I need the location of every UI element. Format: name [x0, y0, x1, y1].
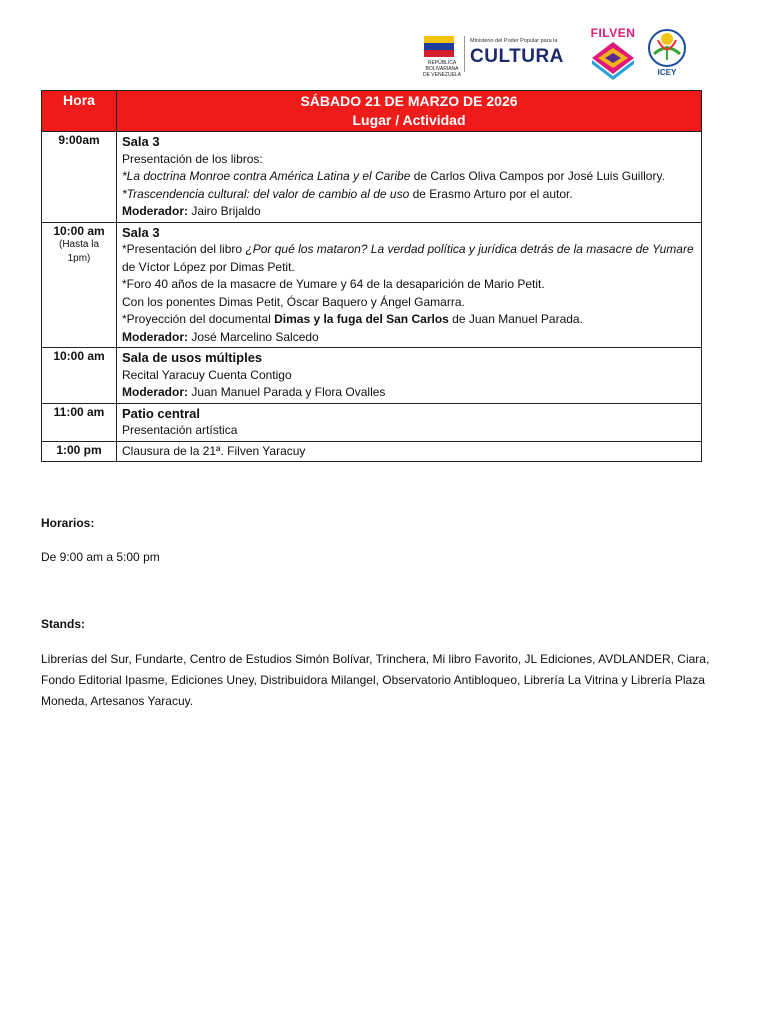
header-hora: Hora [42, 91, 117, 132]
cultura-logo-text: CULTURA [470, 46, 564, 67]
schedule-table [41, 90, 702, 462]
header-day [117, 91, 702, 132]
moderator-label: Moderador: [122, 204, 188, 218]
activity-prefix: *Presentación del libro [122, 242, 246, 256]
filven-logo [588, 26, 638, 78]
moderator-line [122, 203, 696, 221]
stands-text: Librerías del Sur, Fundarte, Centro de Estudios Simón Bolívar, Trinchera, Mi libro Favorito, JL Ediciones, AVDLANDER, Ciara, Fondo Editorial Ipasme, Ediciones Uney, Distribuidora Milangel, Observatorio Antibloqueo, Librería La Vitrina y Librería Plaza Moneda, Artesanos Yaracuy. [41, 652, 710, 708]
activity-line: Clausura de la 21ª. Filven Yaracuy [122, 443, 306, 458]
table-header-row [42, 91, 702, 132]
header-place-title: Lugar / Actividad [352, 112, 466, 128]
table-row [42, 403, 702, 441]
documentary-author: de Juan Manuel Parada. [448, 312, 583, 326]
row-time [42, 222, 117, 348]
activity-line: Con los ponentes Dimas Petit, Óscar Baquero y Ángel Gamarra. [122, 294, 465, 309]
row-activity [117, 403, 702, 441]
moderator-line [122, 384, 696, 402]
table-row [42, 348, 702, 404]
horarios-title: Horarios: [41, 516, 95, 530]
row-activity [117, 441, 702, 462]
row-time-main: 10:00 am [53, 223, 105, 238]
activity-prefix: *Proyección del documental [122, 312, 275, 326]
header-day-title: SÁBADO 21 DE MARZO DE 2026 [300, 93, 518, 109]
table-row [42, 132, 702, 223]
activity-line [122, 186, 696, 204]
row-place: Sala 3 [122, 134, 160, 149]
table-row [42, 222, 702, 348]
moderator-label: Moderador: [122, 385, 188, 399]
logo-divider [464, 36, 465, 72]
activity-line: Recital Yaracuy Cuenta Contigo [122, 367, 292, 382]
row-time: 1:00 pm [42, 441, 117, 462]
icey-logo [646, 28, 688, 78]
table-row [42, 441, 702, 462]
moderator-line [122, 329, 696, 347]
row-place: Patio central [122, 405, 201, 421]
row-place: Sala 3 [122, 224, 160, 240]
row-time-sub: (Hasta la 1pm) [58, 238, 99, 264]
moderator-label: Moderador: [122, 329, 188, 344]
stands-title: Stands: [41, 617, 86, 631]
row-time: 11:00 am [42, 403, 117, 441]
book-author: de Erasmo Arturo por el autor. [409, 186, 573, 201]
icey-logo-text: ICEY [657, 68, 677, 77]
activity-line [122, 241, 696, 276]
activity-line: *Foro 40 años de la masacre de Yumare y 64 de la desaparición de Mario Petit. [122, 277, 545, 291]
venezuela-flag-icon [424, 36, 454, 58]
header-logos [420, 24, 690, 82]
moderator-name: José Marcelino Salcedo [188, 329, 319, 344]
row-time: 9:00am [42, 132, 117, 223]
activity-line [122, 311, 696, 329]
book-author: de Víctor López por Dimas Petit. [122, 259, 295, 274]
activity-line [122, 168, 696, 186]
book-title: *La doctrina Monroe contra América Latina y el Caribe [122, 169, 411, 183]
moderator-name: Juan Manuel Parada y Flora Ovalles [188, 385, 386, 399]
row-time: 10:00 am [42, 348, 117, 404]
activity-line: Presentación artística [122, 423, 238, 437]
documentary-title: Dimas y la fuga del San Carlos [274, 312, 449, 326]
row-activity [117, 222, 702, 348]
book-title: *Trascendencia cultural: del valor de cambio al de uso [122, 186, 410, 201]
row-activity [117, 348, 702, 404]
book-title: ¿Por qué los mataron? La verdad política y jurídica detrás de la masacre de Yumare [245, 242, 694, 256]
row-activity [117, 132, 702, 223]
venezuela-logo [422, 36, 462, 78]
row-place: Sala de usos múltiples [122, 350, 263, 365]
venezuela-logo-text: REPÚBLICA BOLIVARIANA DE VENEZUELA [422, 60, 462, 78]
filven-logo-text: FILVEN [590, 26, 636, 40]
activity-line: Presentación de los libros: [122, 151, 263, 166]
horarios-text: De 9:00 am a 5:00 pm [41, 550, 160, 564]
ministerio-text: Ministerio del Poder Popular para la [470, 38, 558, 44]
moderator-name: Jairo Brijaldo [188, 204, 261, 218]
filven-mark-icon [588, 40, 638, 80]
book-author: de Carlos Oliva Campos por José Luis Guillory. [410, 169, 665, 183]
icey-mark-icon [646, 28, 688, 68]
